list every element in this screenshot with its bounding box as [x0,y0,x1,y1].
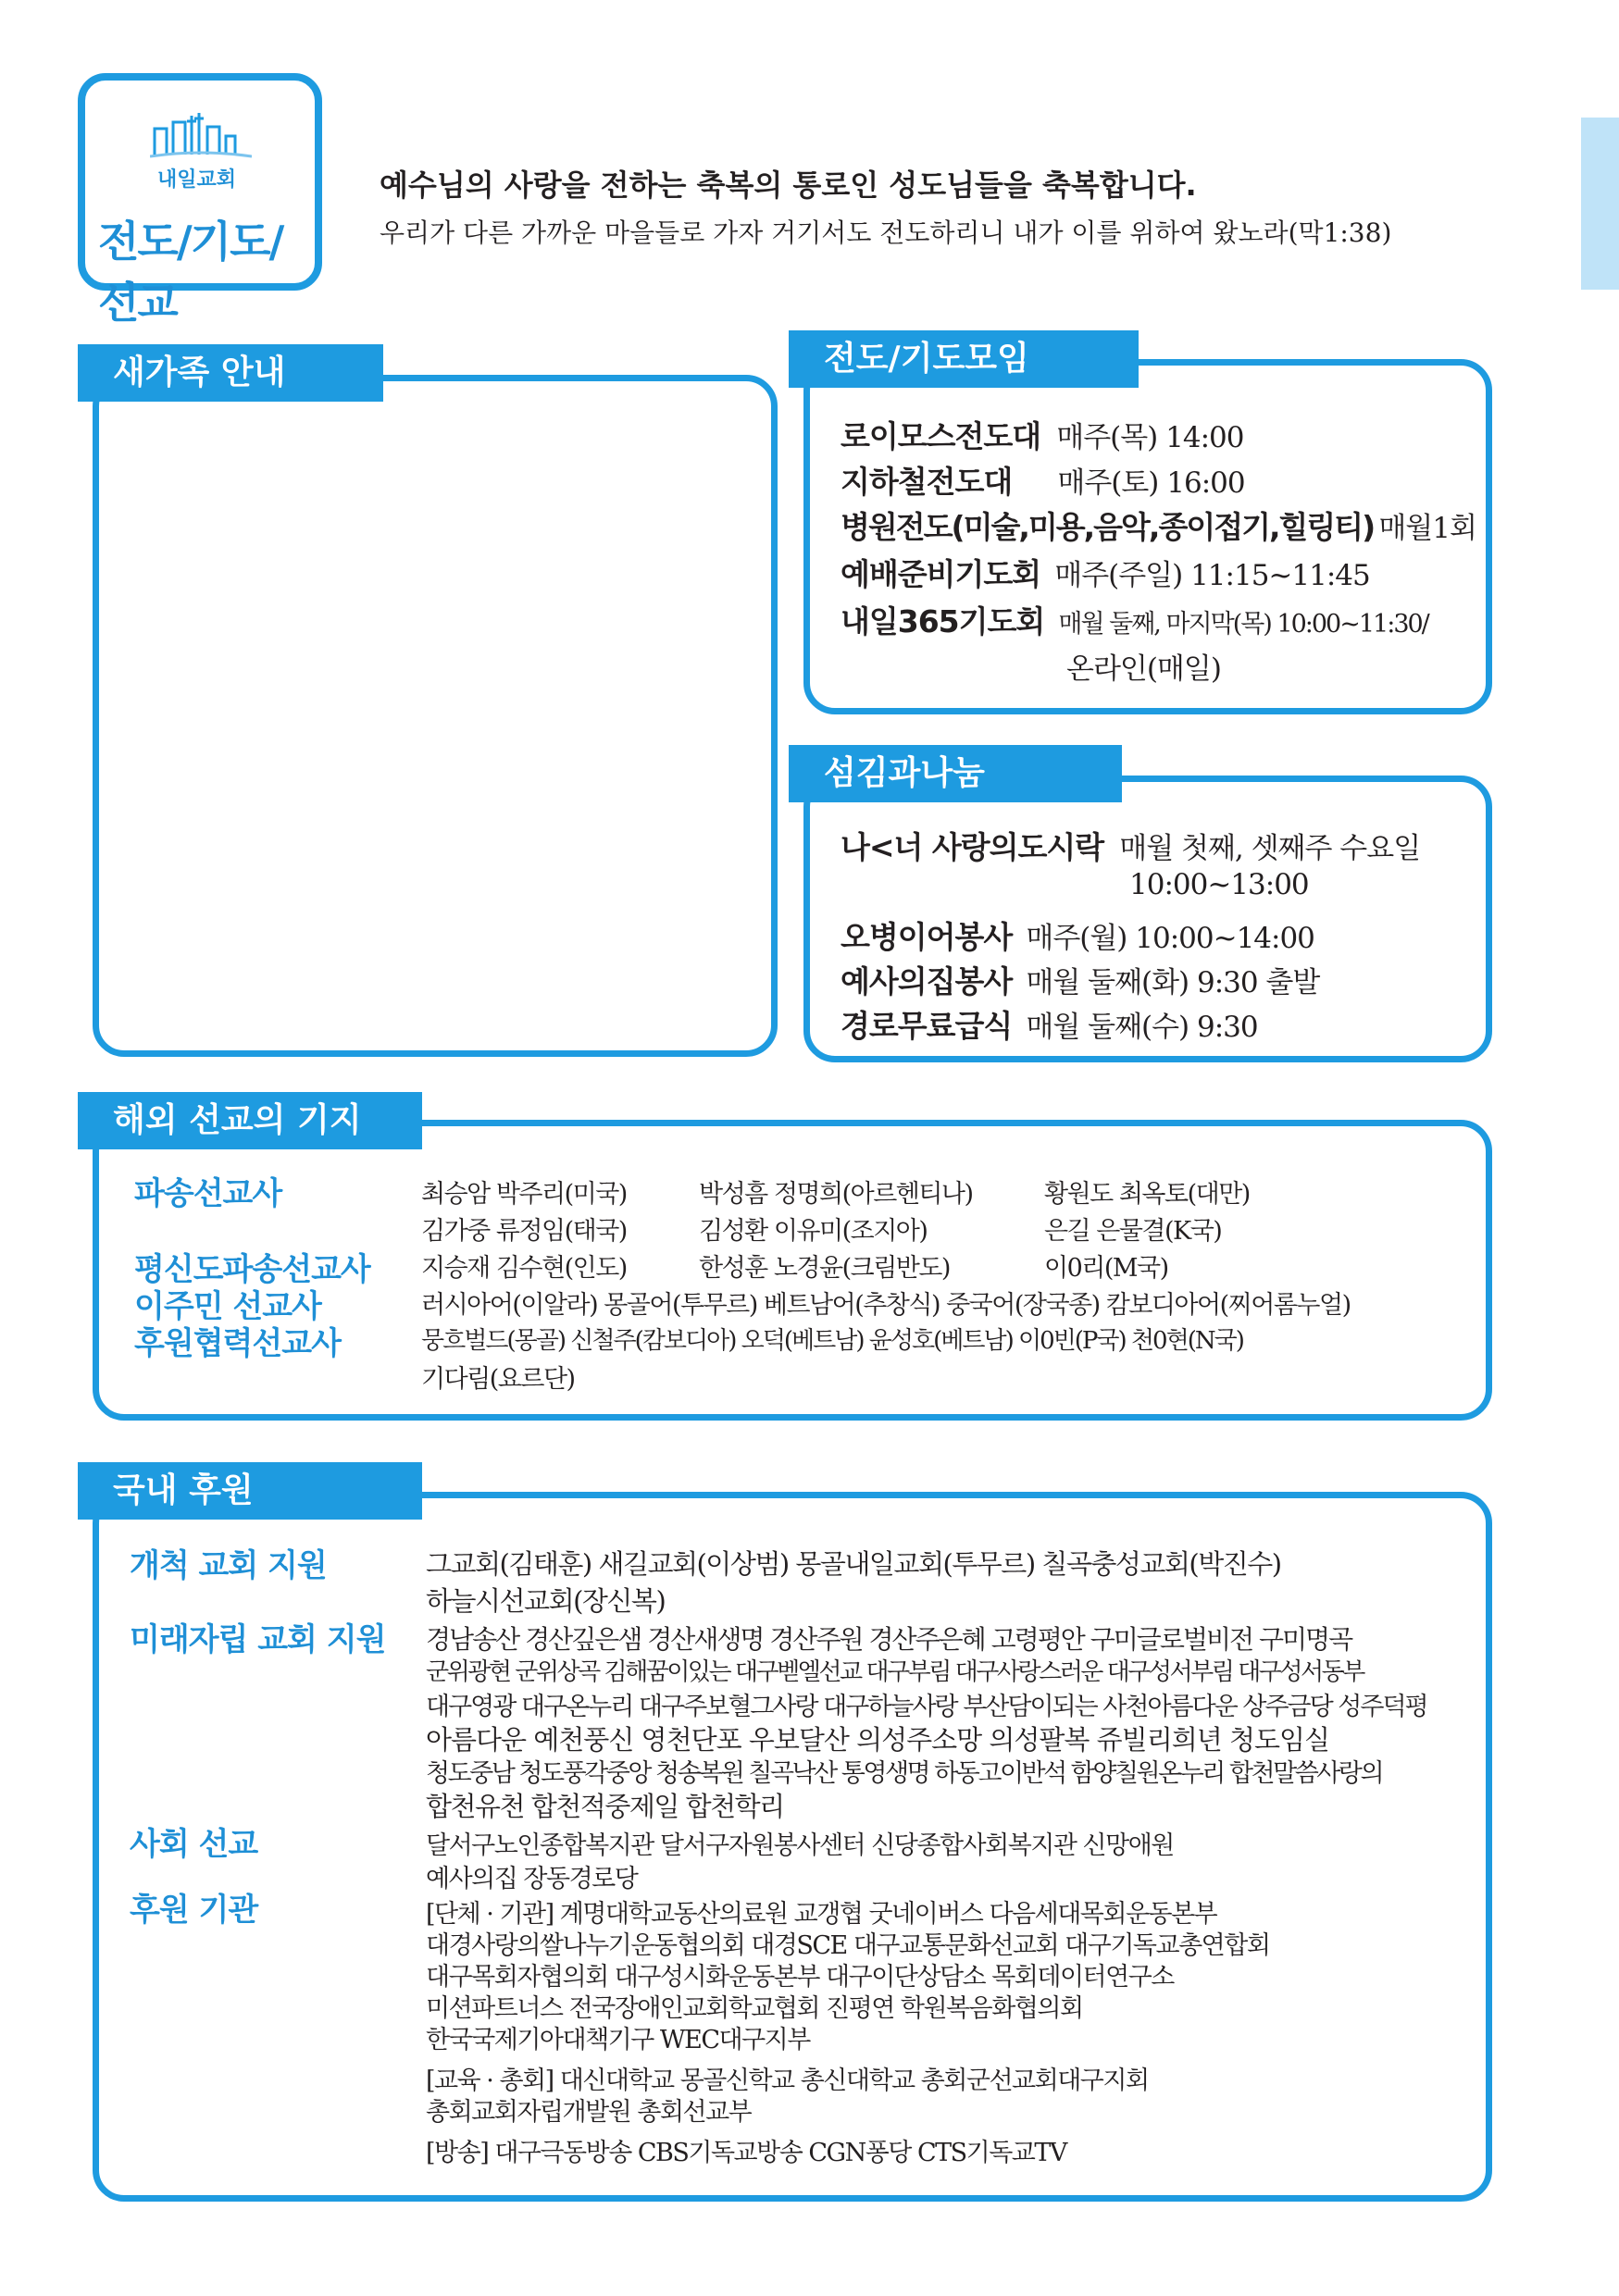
social-missions: 달서구노인종합복지관 달서구자원봉사센터 신당종합사회복지관 신망애원 [426,1831,1174,1860]
overseas-label: 후원협력선교사 [134,1325,341,1362]
schedule-value: 매월 둘째, 마지막(목) 10:00~11:30/ [1058,610,1428,639]
missionary: 김가중 류정임(태국) [421,1217,627,1246]
schedule-label: 예배준비기도회 [841,556,1041,592]
header-subtitle: 우리가 다른 가까운 마을들로 가자 거기서도 전도하리니 내가 이를 위하여 왔노라(막1:38) [380,217,1392,248]
missionary: 최승암 박주리(미국) [421,1180,627,1209]
social-missions-cont: 예사의집 장동경로당 [426,1865,638,1893]
domestic-label: 미래자립 교회 지원 [130,1621,386,1658]
service-value: 매월 둘째(화) 9:30 출발 [1026,966,1320,999]
overseas-label: 파송선교사 [134,1175,282,1212]
service-value: 매월 첫째, 셋째주 수요일 [1119,832,1421,865]
schedule-label: 로이모스전도대 [841,418,1041,454]
sponsor-line: [방송] 대구극동방송 CBS기독교방송 CGN퐁당 CTS기독교TV [426,2139,1066,2167]
future-churches: 청도중남 청도풍각중앙 청송복원 칠곡낙산 통영생명 하동고이반석 함양칠원온누리 합천말씀사랑의 [426,1759,1383,1788]
domestic-label: 후원 기관 [130,1892,258,1929]
header-title: 예수님의 사랑을 전하는 축복의 통로인 성도님들을 축복합니다. [380,168,1197,203]
schedule-label: 병원전도(미술,미용,음악,종이접기,힐링티) [841,509,1375,545]
evangelism-tab: 전도/기도모임 [789,330,1139,388]
schedule-value: 매주(토) 16:00 [1057,466,1245,500]
future-churches: 대구영광 대구온누리 대구주보혈그사랑 대구하늘사랑 부산담이되는 사천아름다운 상주금당 성주덕평 [426,1693,1427,1721]
domestic-tab: 국내 후원 [78,1462,422,1520]
domestic-label: 개척 교회 지원 [130,1547,327,1584]
schedule-value: 매월1회 [1378,512,1476,545]
service-value: 매월 둘째(수) 9:30 [1026,1011,1258,1044]
overseas-label: 평신도파송선교사 [134,1251,370,1288]
service-value: 매주(월) 10:00~14:00 [1026,922,1314,955]
sponsor-line: 총회교회자립개발원 총회선교부 [426,2098,752,2127]
sponsor-line: [단체 · 기관] 계명대학교동산의료원 교갱협 굿네이버스 다음세대목회운동본부 [426,1900,1217,1929]
schedule-value: 매주(주일) 11:15~11:45 [1054,559,1370,592]
page-number: 10 [1496,158,1568,230]
missionary: 황원도 최옥토(대만) [1044,1180,1250,1209]
overseas-tab: 해외 선교의 기지 [78,1092,422,1149]
sponsor-line: 미션파트너스 전국장애인교회학교협회 진평연 학원복음화협의회 [426,1994,1083,2023]
sponsor-line: 한국국제기아대책기구 WEC대구지부 [426,2026,810,2054]
pioneer-churches: 그교회(김태훈) 새길교회(이상범) 몽골내일교회(투무르) 칠곡충성교회(박진수) [426,1548,1281,1580]
future-churches: 군위광현 군위상곡 김해꿈이있는 대구벧엘선교 대구부림 대구사랑스러운 대구성서부림 대구성서동부 [426,1658,1364,1686]
logo-name: 내일교회 [157,168,237,192]
overseas-label: 이주민 선교사 [134,1288,321,1325]
partner-missionaries: 뭉흐벌드(몽골) 신철주(캄보디아) 오덕(베트남) 윤성호(베트남) 이0빈(P국) 천0현(N국) [421,1327,1243,1355]
service-label: 오병이어봉사 [841,919,1013,955]
missionary: 이0리(M국) [1044,1254,1168,1283]
schedule-label: 내일365기도회 [841,603,1045,639]
logo-title: 전도/기도/선교 [98,217,283,328]
service-value-cont: 10:00~13:00 [1129,868,1309,901]
sponsor-line: 대경사랑의쌀나누기운동협의회 대경SCE 대구교통문화선교회 대구기독교총연합회 [426,1931,1270,1960]
missionary: 박성흠 정명희(아르헨티나) [699,1180,973,1209]
missionary: 지승재 김수현(인도) [421,1254,627,1283]
pioneer-churches-cont: 하늘시선교회(장신복) [426,1585,666,1617]
service-label: 경로무료급식 [841,1008,1013,1044]
future-churches: 합천유천 합천적중제일 합천학리 [426,1791,784,1822]
sponsor-line: [교육 · 총회] 대신대학교 몽골신학교 총신대학교 총회군선교회대구지회 [426,2066,1149,2095]
schedule-value: 매주(목) 14:00 [1056,421,1244,454]
migrant-missionaries: 러시아어(이알라) 몽골어(투무르) 베트남어(추창식) 중국어(장국종) 캄보디아어(찌어롬누얼) [421,1291,1351,1320]
schedule-value-cont: 온라인(매일) [1066,652,1221,686]
service-label: 예사의집봉사 [841,963,1013,999]
new-family-tab: 새가족 안내 [78,344,383,402]
missionary: 은길 은물결(K국) [1044,1217,1222,1246]
service-label: 나<너 사랑의도시락 [841,829,1104,865]
logo-box [78,73,322,328]
future-churches: 경남송산 경산깊은샘 경산새생명 경산주원 경산주은혜 고령평안 구미글로벌비전 구미명곡 [426,1624,1352,1655]
domestic-label: 사회 선교 [130,1826,258,1863]
schedule-label: 지하철전도대 [841,464,1013,500]
service-tab: 섬김과나눔 [789,745,1122,802]
new-family-box [93,375,778,1057]
missionary: 김성환 이유미(조지아) [699,1217,928,1246]
missionary: 한성훈 노경윤(크림반도) [699,1254,950,1283]
church-logo-icon [150,108,252,159]
future-churches: 아름다운 예천풍신 영천단포 우보달산 의성주소망 의성팔복 쥬빌리희년 청도임실 [426,1724,1330,1756]
sponsor-line: 대구목회자협의회 대구성시화운동본부 대구이단상담소 목회데이터연구소 [426,1963,1174,1992]
partner-missionaries-cont: 기다림(요르단) [421,1365,575,1394]
